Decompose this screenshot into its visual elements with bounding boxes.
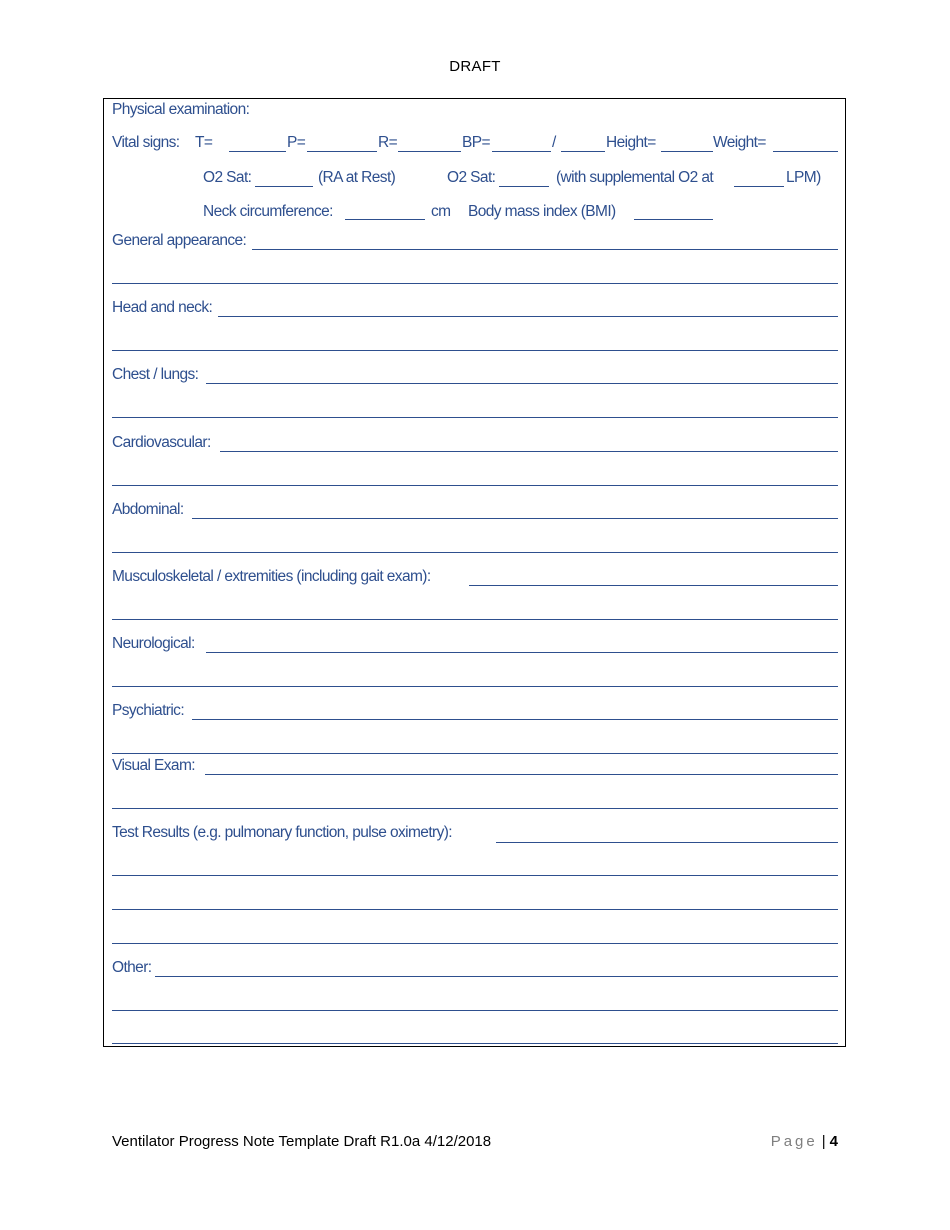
vital-signs-label: Vital signs: (112, 134, 180, 151)
neck-circumference-field[interactable] (345, 219, 425, 220)
other-label: Other: (112, 959, 152, 976)
bmi-label: Body mass index (BMI) (468, 203, 616, 220)
test-results-label: Test Results (e.g. pulmonary function, pulse oximetry): (112, 824, 453, 841)
test-results-line-3[interactable] (112, 909, 838, 910)
page-header-title: DRAFT (449, 58, 501, 75)
o2-sat-rest-suffix: (RA at Rest) (318, 169, 396, 186)
height-field[interactable] (661, 151, 713, 152)
abdominal-label: Abdominal: (112, 501, 184, 518)
cardiovascular-line-2[interactable] (112, 485, 838, 486)
head-neck-line-2[interactable] (112, 350, 838, 351)
bp-systolic-field[interactable] (492, 151, 551, 152)
o2-sat-rest-label: O2 Sat: (203, 169, 252, 186)
bmi-field[interactable] (634, 219, 713, 220)
general-appearance-line-1[interactable] (252, 249, 838, 250)
page-number: 4 (829, 1133, 838, 1150)
lpm-label: LPM) (786, 169, 821, 186)
abdominal-line-2[interactable] (112, 552, 838, 553)
test-results-line-4[interactable] (112, 943, 838, 944)
neck-unit-label: cm (431, 203, 451, 220)
o2-flow-lpm-field[interactable] (734, 186, 784, 187)
bp-separator: / (552, 134, 556, 151)
blood-pressure-label: BP= (462, 134, 490, 151)
musculoskeletal-label: Musculoskeletal / extremities (including gait exam): (112, 568, 431, 585)
neurological-line-2[interactable] (112, 686, 838, 687)
visual-exam-line-1[interactable] (205, 774, 838, 775)
neck-circumference-label: Neck circumference: (203, 203, 333, 220)
general-appearance-label: General appearance: (112, 232, 247, 249)
chest-lungs-line-1[interactable] (206, 383, 838, 384)
o2-sat-supp-label: O2 Sat: (447, 169, 496, 186)
neurological-label: Neurological: (112, 635, 195, 652)
footer-page-indicator (771, 1133, 838, 1150)
musculoskeletal-line-1[interactable] (469, 585, 838, 586)
musculoskeletal-line-2[interactable] (112, 619, 838, 620)
height-label: Height= (606, 134, 656, 151)
other-line-2[interactable] (112, 1010, 838, 1011)
respiration-label: R= (378, 134, 398, 151)
o2-sat-supp-field[interactable] (499, 186, 549, 187)
neurological-line-1[interactable] (206, 652, 838, 653)
pulse-label: P= (287, 134, 306, 151)
general-appearance-line-2[interactable] (112, 283, 838, 284)
test-results-line-2[interactable] (112, 875, 838, 876)
cardiovascular-line-1[interactable] (220, 451, 838, 452)
other-line-3[interactable] (112, 1043, 838, 1044)
test-results-line-1[interactable] (496, 842, 838, 843)
chest-lungs-line-2[interactable] (112, 417, 838, 418)
footer-document-title: Ventilator Progress Note Template Draft R1.0a 4/12/2018 (112, 1133, 492, 1150)
psychiatric-line-2[interactable] (112, 753, 838, 754)
pulse-field[interactable] (307, 151, 377, 152)
chest-lungs-label: Chest / lungs: (112, 366, 199, 383)
section-title: Physical examination: (112, 101, 250, 118)
weight-field[interactable] (773, 151, 838, 152)
head-neck-label: Head and neck: (112, 299, 213, 316)
page-separator: | (821, 1133, 826, 1150)
abdominal-line-1[interactable] (192, 518, 838, 519)
weight-label: Weight= (713, 134, 766, 151)
cardiovascular-label: Cardiovascular: (112, 434, 211, 451)
temperature-field[interactable] (229, 151, 286, 152)
page-word: Page (770, 1133, 818, 1150)
other-line-1[interactable] (155, 976, 838, 977)
psychiatric-line-1[interactable] (192, 719, 838, 720)
visual-exam-line-2[interactable] (112, 808, 838, 809)
o2-sat-supp-suffix: (with supplemental O2 at (556, 169, 714, 186)
head-neck-line-1[interactable] (218, 316, 838, 317)
respiration-field[interactable] (398, 151, 461, 152)
bp-diastolic-field[interactable] (561, 151, 605, 152)
visual-exam-label: Visual Exam: (112, 757, 195, 774)
temperature-label: T= (195, 134, 213, 151)
psychiatric-label: Psychiatric: (112, 702, 185, 719)
o2-sat-rest-field[interactable] (255, 186, 313, 187)
